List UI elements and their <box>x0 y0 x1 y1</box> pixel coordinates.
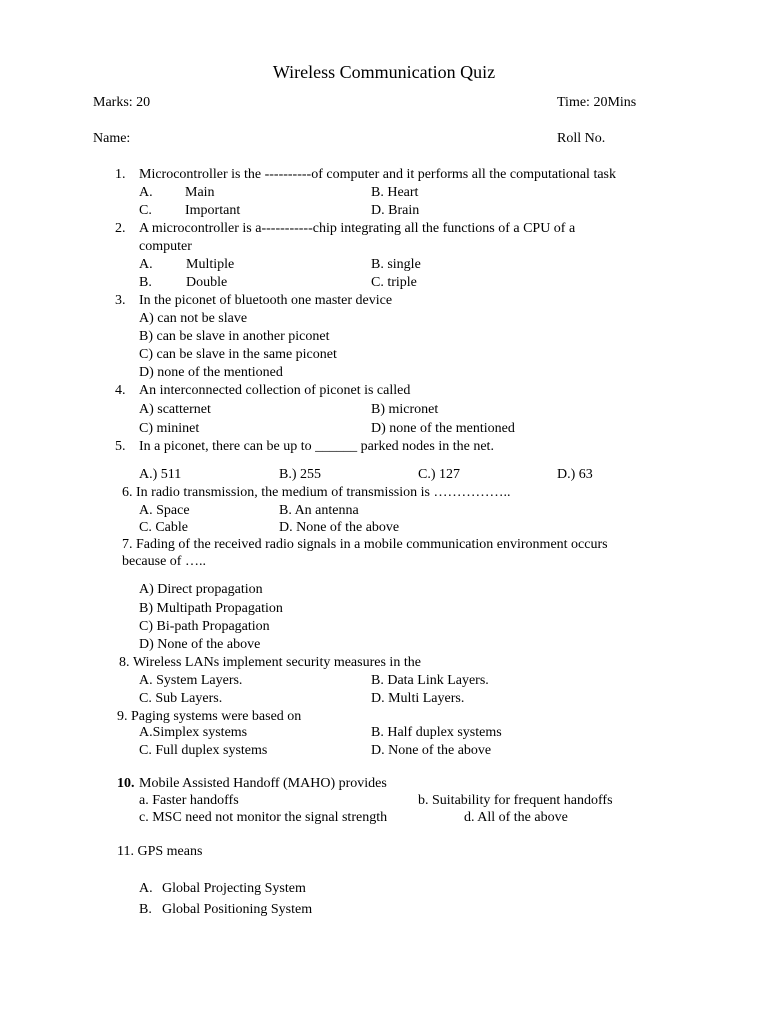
option-text: triple <box>387 275 417 290</box>
question-2-option-4 <box>371 275 417 291</box>
option-text: single <box>387 257 421 272</box>
question-3-number: 3. <box>115 293 126 308</box>
question-8-option-b: B. Data Link Layers. <box>371 673 489 688</box>
question-7-option-c: C) Bi-path Propagation <box>139 619 270 634</box>
question-10-option-d: d. All of the above <box>464 810 568 825</box>
page-title: Wireless Communication Quiz <box>272 62 496 82</box>
roll-no-label: Roll No. <box>557 131 606 146</box>
time-label: Time: 20Mins <box>557 95 637 110</box>
question-8-option-c: C. Sub Layers. <box>139 691 223 706</box>
question-2-option-3-text: Double <box>186 275 228 290</box>
option-letter: B. <box>371 257 384 272</box>
question-6-option-d: D. None of the above <box>279 520 400 535</box>
question-10-number: 10. <box>117 776 135 791</box>
question-8-option-d: D. Multi Layers. <box>371 691 465 706</box>
question-6-option-a: A. Space <box>139 503 190 518</box>
question-10-option-c: c. MSC need not monitor the signal strength <box>139 810 388 825</box>
question-3-option-d: D) none of the mentioned <box>139 365 283 380</box>
question-9-text: Paging systems were based on <box>131 709 302 724</box>
question-5-option-c: C.) 127 <box>418 467 460 482</box>
question-10-text: Mobile Assisted Handoff (MAHO) provides <box>139 776 387 791</box>
question-2-option-1-text: Multiple <box>186 257 235 272</box>
question-3-option-b: B) can be slave in another piconet <box>139 329 330 344</box>
question-7-option-d: D) None of the above <box>139 637 261 652</box>
question-4-option-a: A) scatternet <box>139 402 211 417</box>
option-letter: D. <box>371 203 385 218</box>
question-11-number: 11. <box>117 844 134 859</box>
question-1-option-b <box>371 185 418 201</box>
question-10-option-a: a. Faster handoffs <box>139 793 239 808</box>
question-3-option-a: A) can not be slave <box>139 311 248 326</box>
question-11-option-b-letter: B. <box>139 902 152 917</box>
option-letter: C. <box>371 275 384 290</box>
question-1-option-a-text: Main <box>185 185 215 200</box>
question-3-option-c: C) can be slave in the same piconet <box>139 347 337 362</box>
question-6-option-b: B. An antenna <box>279 503 359 518</box>
question-9-option-c: C. Full duplex systems <box>139 743 268 758</box>
question-2-number: 2. <box>115 221 126 236</box>
question-1-number: 1. <box>115 167 126 182</box>
question-1-option-c-letter: C. <box>139 203 152 218</box>
question-7-number: 7. <box>122 537 133 552</box>
question-1-option-c-text: Important <box>185 203 241 218</box>
question-5-option-b: B.) 255 <box>279 467 321 482</box>
question-7-option-b: B) Multipath Propagation <box>139 601 283 616</box>
question-4-text: An interconnected collection of piconet is called <box>139 383 411 398</box>
question-7-option-a: A) Direct propagation <box>139 582 263 597</box>
question-1-option-d <box>371 203 419 219</box>
question-11-text: GPS means <box>137 844 203 859</box>
question-4-option-c: C) mininet <box>139 421 200 436</box>
option-text: Brain <box>388 203 420 218</box>
question-1-text: Microcontroller is the ----------of computer and it performs all the computational task <box>139 167 616 182</box>
question-2-option-2 <box>371 257 421 273</box>
question-2-text-line-1: A microcontroller is a-----------chip integrating all the functions of a CPU of a <box>139 221 576 236</box>
question-11 <box>117 844 202 860</box>
marks-label: Marks: 20 <box>93 95 151 110</box>
question-6-text: In radio transmission, the medium of transmission is …………….. <box>136 485 511 500</box>
question-5-number: 5. <box>115 439 126 454</box>
question-9-option-b: B. Half duplex systems <box>371 725 502 740</box>
question-8-option-a: A. System Layers. <box>139 673 243 688</box>
question-7-text: Fading of the received radio signals in a mobile communication environment occurs <box>136 537 608 552</box>
question-5-text: In a piconet, there can be up to ______ parked nodes in the net. <box>139 439 494 454</box>
question-4-option-b: B) micronet <box>371 402 439 417</box>
question-4-option-d: D) none of the mentioned <box>371 421 515 436</box>
question-8-number: 8. <box>119 655 130 670</box>
question-6 <box>122 485 510 501</box>
question-11-option-a-text: Global Projecting System <box>162 881 306 896</box>
question-5-option-a: A.) 511 <box>139 467 182 482</box>
question-9-number: 9. <box>117 709 128 724</box>
question-8 <box>119 655 421 671</box>
question-9 <box>117 709 301 725</box>
question-2-text-line-2: computer <box>139 239 192 254</box>
question-2-option-3-letter: B. <box>139 275 152 290</box>
option-text: Heart <box>387 185 419 200</box>
question-5-option-d: D.) 63 <box>557 467 593 482</box>
question-9-option-d: D. None of the above <box>371 743 492 758</box>
question-7-line-2: because of ….. <box>122 554 206 569</box>
question-2-option-1-letter: A. <box>139 257 153 272</box>
option-letter: B. <box>371 185 384 200</box>
question-3-text: In the piconet of bluetooth one master device <box>139 293 393 308</box>
question-8-text: Wireless LANs implement security measures in the <box>133 655 421 670</box>
question-1-option-a-letter: A. <box>139 185 153 200</box>
question-4-number: 4. <box>115 383 126 398</box>
question-11-option-b-text: Global Positioning System <box>162 902 313 917</box>
question-9-option-a: A.Simplex systems <box>139 725 248 740</box>
question-6-option-c: C. Cable <box>139 520 188 535</box>
question-6-number: 6. <box>122 485 133 500</box>
name-label: Name: <box>93 131 131 146</box>
question-11-option-a-letter: A. <box>139 881 153 896</box>
question-7-line-1 <box>122 537 608 553</box>
question-10-option-b: b. Suitability for frequent handoffs <box>418 793 613 808</box>
